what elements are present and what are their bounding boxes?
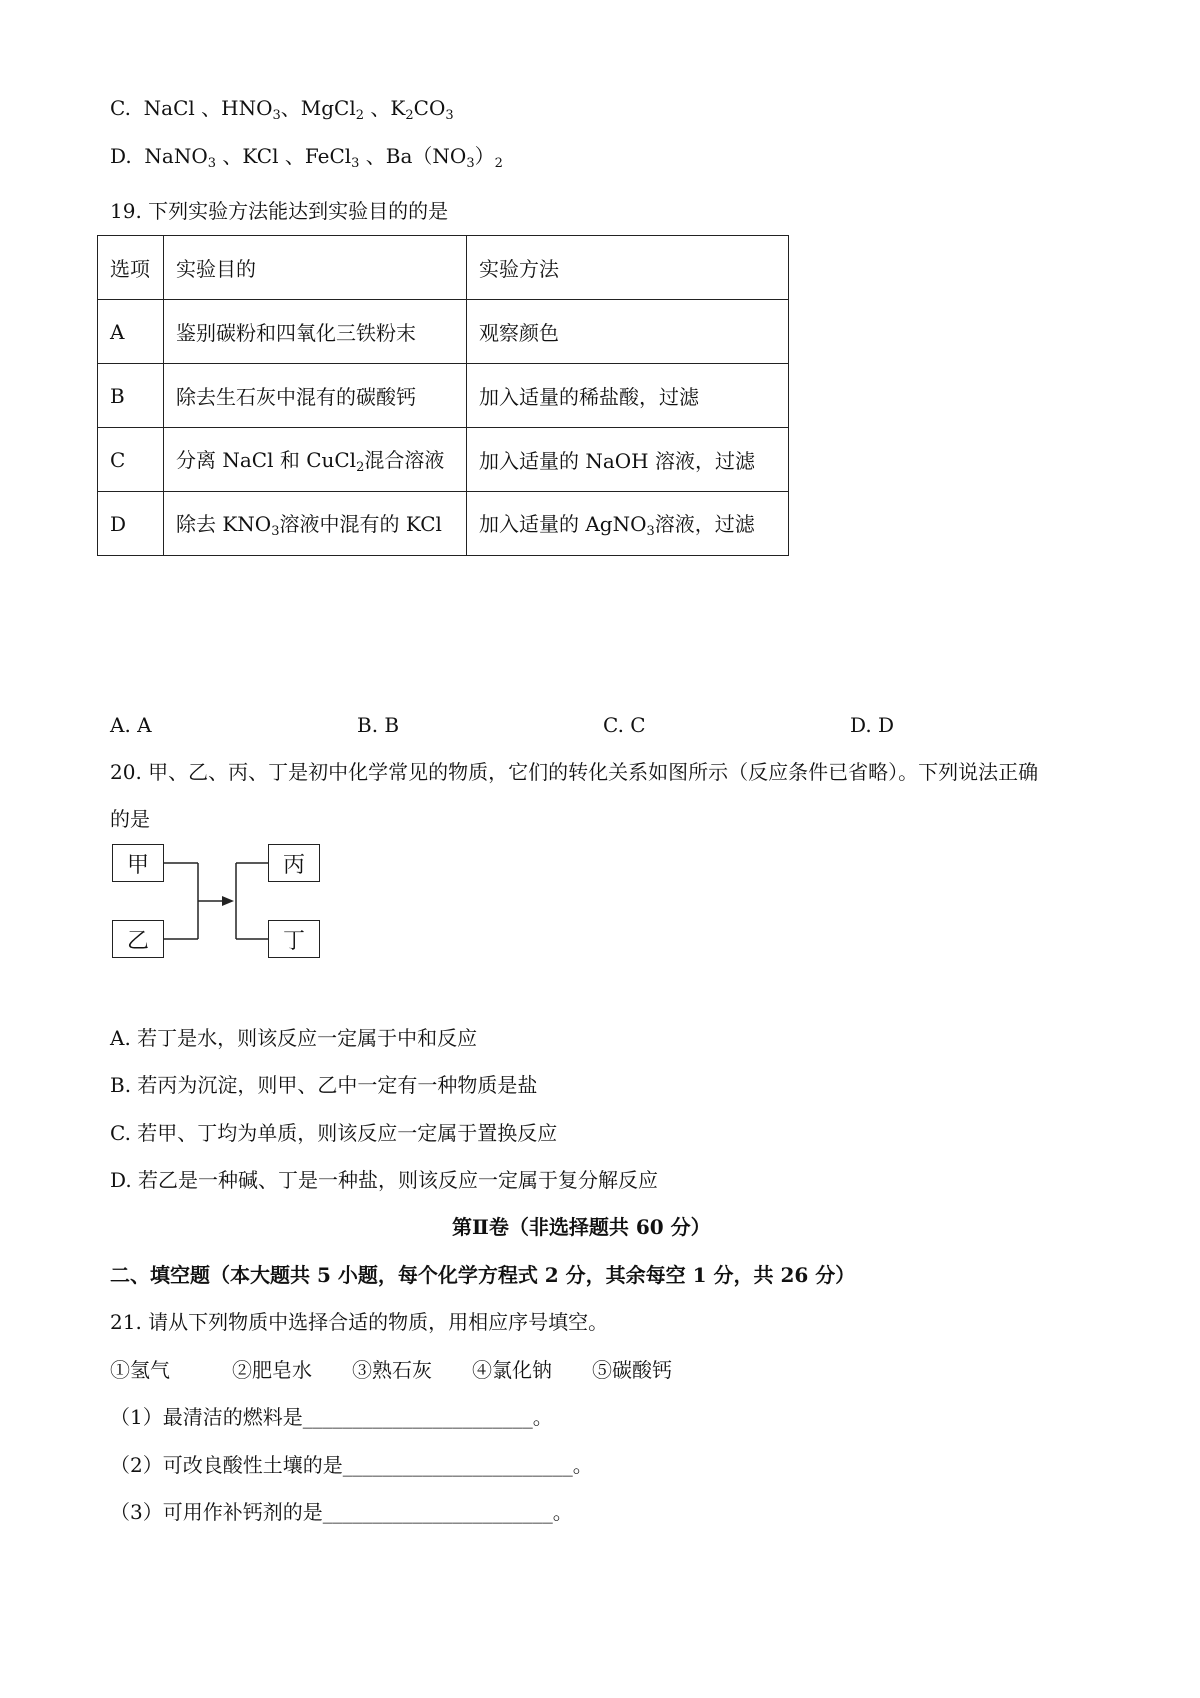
cell-text: 鉴别碳粉和四氧化三铁粉末 bbox=[176, 321, 416, 345]
formula-text: CO bbox=[413, 96, 446, 120]
part2-title: 第Ⅱ卷（非选择题共 60 分） bbox=[452, 1215, 711, 1239]
item-end: 。 bbox=[532, 1405, 553, 1429]
subscript: 3 bbox=[445, 108, 454, 123]
box-yi: 乙 bbox=[112, 920, 164, 958]
q20-option-d: D. 若乙是一种碱、丁是一种盐，则该反应一定属于复分解反应 bbox=[110, 1168, 659, 1192]
q21-item-1 bbox=[110, 1404, 553, 1430]
subscript: 2 bbox=[356, 460, 365, 475]
table-row bbox=[98, 492, 789, 556]
item-label: （3）可用作补钙剂的是 bbox=[110, 1500, 323, 1524]
formula-text: NaNO bbox=[144, 144, 208, 168]
item-end: 。 bbox=[572, 1453, 593, 1477]
table-header-row bbox=[98, 236, 789, 300]
q20-stem-line1: 20. 甲、乙、丙、丁是初中化学常见的物质，它们的转化关系如图所示（反应条件已省略）。下列说法正确 bbox=[110, 760, 1039, 784]
section2-title: 二、填空题（本大题共 5 小题，每个化学方程式 2 分，其余每空 1 分，共 26 分） bbox=[110, 1263, 856, 1287]
goal-cell bbox=[164, 364, 467, 428]
cell-text: 除去 KNO bbox=[176, 512, 272, 536]
q19-answer-a: A. A bbox=[110, 713, 152, 737]
cell-text: 加入适量的稀盐酸，过滤 bbox=[479, 385, 699, 409]
cell-text: 分离 NaCl 和 CuCl bbox=[176, 448, 357, 472]
subscript: 2 bbox=[405, 108, 414, 123]
choice-item: ⑤碳酸钙 bbox=[592, 1358, 672, 1382]
choice-item: ①氢气 bbox=[110, 1358, 170, 1382]
choice-item: ③熟石灰 bbox=[352, 1358, 432, 1382]
formula-text: 、K bbox=[364, 96, 406, 120]
q19-answer-c: C. C bbox=[603, 713, 646, 737]
option-cell: D bbox=[98, 492, 164, 556]
cell-text: 观察颜色 bbox=[479, 321, 559, 345]
subscript: 2 bbox=[355, 108, 365, 123]
choice-item: ②肥皂水 bbox=[232, 1358, 312, 1382]
cell-text: 除去生石灰中混有的碳酸钙 bbox=[176, 385, 416, 409]
q20-stem-line2: 的是 bbox=[110, 807, 150, 831]
option-cell: B bbox=[98, 364, 164, 428]
option-letter: D. bbox=[110, 144, 132, 168]
option-letter: C. bbox=[110, 96, 131, 120]
cell-text: 溶液，过滤 bbox=[654, 512, 755, 536]
item-label: （2）可改良酸性土壤的是 bbox=[110, 1453, 343, 1477]
goal-cell bbox=[164, 300, 467, 364]
q18-option-d bbox=[110, 143, 503, 177]
method-cell bbox=[467, 428, 789, 492]
cell-text: 混合溶液 bbox=[364, 448, 445, 472]
subscript: 3 bbox=[207, 156, 217, 171]
formula-text: 、KCl 、FeCl bbox=[216, 144, 352, 168]
header-cell: 实验目的 bbox=[164, 236, 467, 300]
goal-cell bbox=[164, 492, 467, 556]
item-label: （1）最清洁的燃料是 bbox=[110, 1405, 303, 1429]
item-end: 。 bbox=[552, 1500, 573, 1524]
q21-item-2 bbox=[110, 1452, 593, 1478]
subscript: 3 bbox=[271, 524, 280, 539]
subscript: 2 bbox=[494, 156, 503, 171]
cell-text: 加入适量的 AgNO bbox=[479, 512, 647, 536]
choice-item: ④氯化钠 bbox=[472, 1358, 552, 1382]
subscript: 3 bbox=[466, 156, 475, 171]
table-row bbox=[98, 300, 789, 364]
subscript: 3 bbox=[646, 524, 655, 539]
option-cell: C bbox=[98, 428, 164, 492]
formula-text: 、MgCl bbox=[280, 96, 356, 120]
option-cell: A bbox=[98, 300, 164, 364]
q18-option-c bbox=[110, 95, 454, 129]
q21-item-3 bbox=[110, 1499, 573, 1525]
header-cell: 选项 bbox=[98, 236, 164, 300]
table-row bbox=[98, 364, 789, 428]
q19-table bbox=[97, 235, 789, 556]
q21-choices bbox=[110, 1357, 672, 1383]
q20-option-b: B. 若丙为沉淀，则甲、乙中一定有一种物质是盐 bbox=[110, 1073, 538, 1097]
subscript: 3 bbox=[351, 156, 360, 171]
diagram-connectors bbox=[110, 844, 340, 964]
table-row bbox=[98, 428, 789, 492]
formula-text: ） bbox=[474, 144, 495, 168]
q19-stem: 19. 下列实验方法能达到实验目的的是 bbox=[110, 199, 449, 223]
q19-answer-b: B. B bbox=[357, 713, 400, 737]
goal-cell bbox=[164, 428, 467, 492]
q21-stem: 21. 请从下列物质中选择合适的物质，用相应序号填空。 bbox=[110, 1310, 609, 1334]
box-jia: 甲 bbox=[112, 844, 164, 882]
header-cell: 实验方法 bbox=[467, 236, 789, 300]
answer-blank[interactable]: _______________________ bbox=[322, 1500, 553, 1524]
arrow-head-icon bbox=[222, 896, 234, 906]
cell-text: 溶液中混有的 KCl bbox=[279, 512, 442, 536]
method-cell bbox=[467, 492, 789, 556]
cell-text: 加入适量的 NaOH 溶液，过滤 bbox=[479, 449, 755, 473]
method-cell bbox=[467, 364, 789, 428]
method-cell bbox=[467, 300, 789, 364]
box-ding: 丁 bbox=[268, 920, 320, 958]
box-bing: 丙 bbox=[268, 844, 320, 882]
formula-text: 、Ba（NO bbox=[359, 144, 467, 168]
q19-answer-d: D. D bbox=[850, 713, 895, 737]
q20-option-a: A. 若丁是水，则该反应一定属于中和反应 bbox=[110, 1026, 478, 1050]
answer-blank[interactable]: _______________________ bbox=[302, 1405, 533, 1429]
formula-text: NaCl 、HNO bbox=[143, 96, 273, 120]
q20-option-c: C. 若甲、丁均为单质，则该反应一定属于置换反应 bbox=[110, 1121, 558, 1145]
answer-blank[interactable]: _______________________ bbox=[342, 1453, 573, 1477]
subscript: 3 bbox=[272, 108, 281, 123]
